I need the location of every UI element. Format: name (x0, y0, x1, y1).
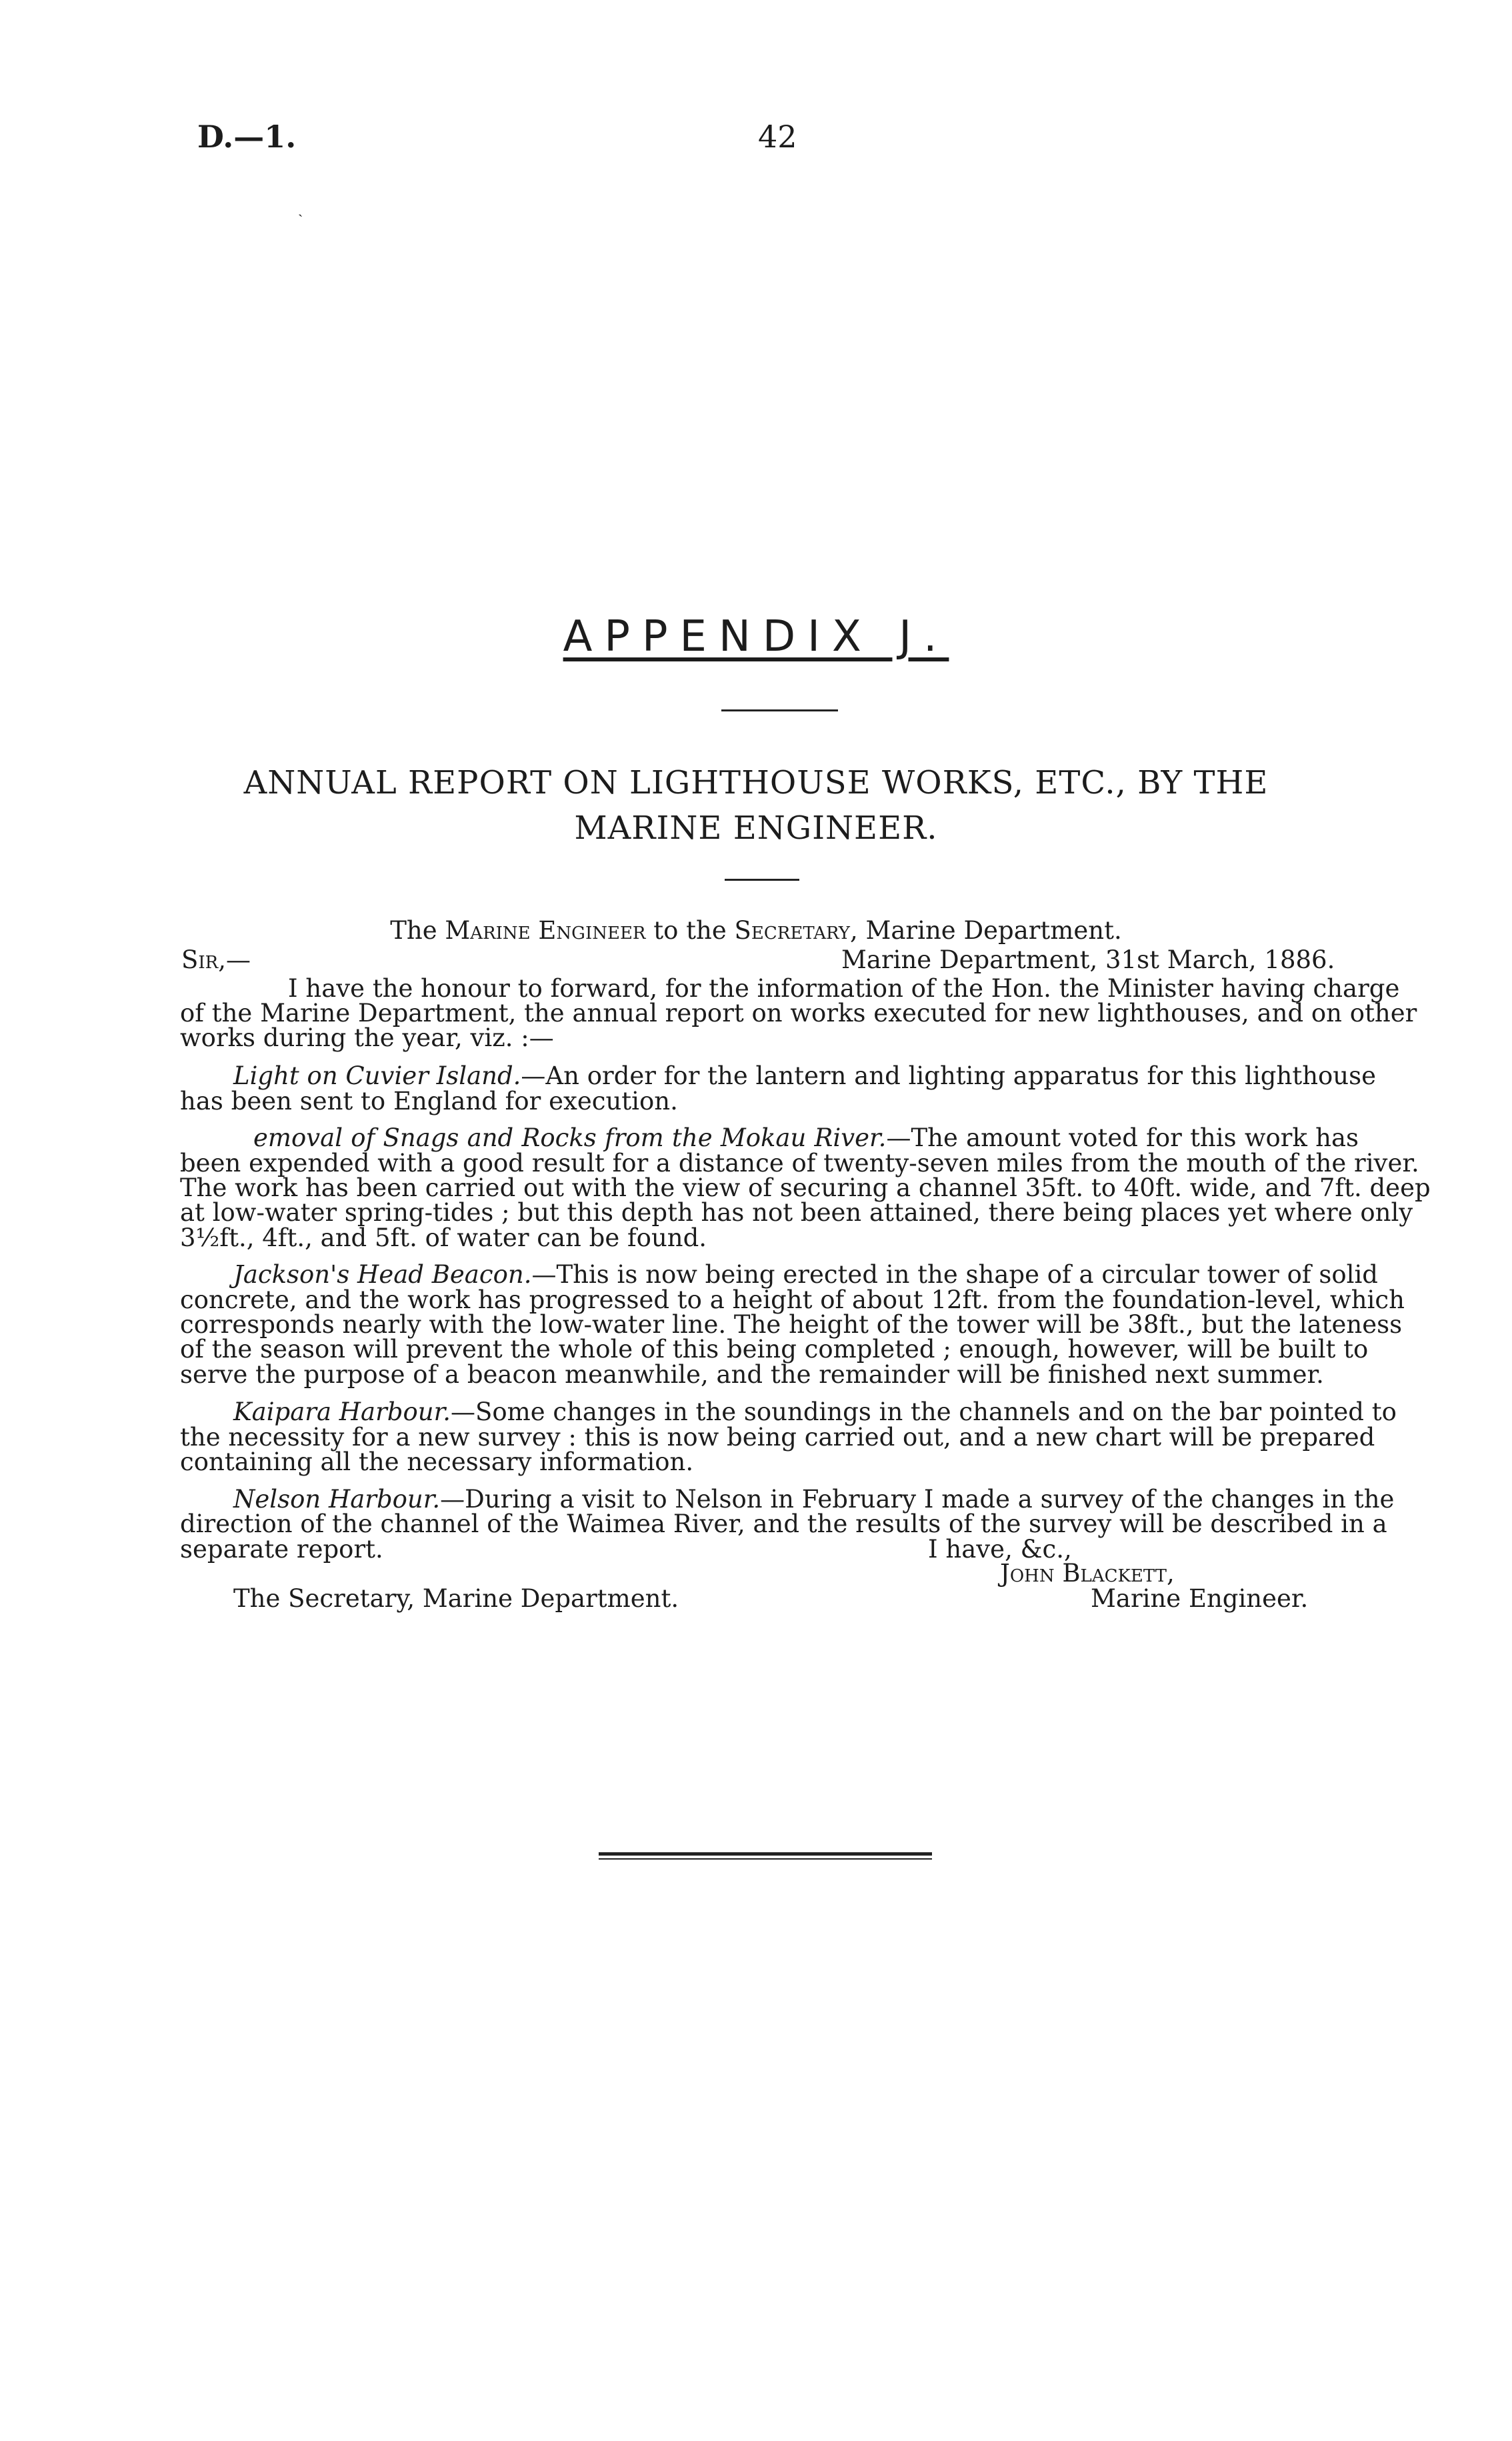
appendix-title: APPENDIX J. (563, 612, 949, 661)
section-mokau-line: been expended with a good result for a distance of twenty-seven miles from the mouth of the river. (180, 1149, 1419, 1177)
section-heading: Kaipara Harbour. (233, 1398, 451, 1426)
section-kaipara-line: the necessity for a new survey : this is now being carried out, and a new chart will be prepared (180, 1423, 1375, 1452)
closing-double-rule (599, 1852, 932, 1860)
document-reference: D.—1. (197, 119, 297, 155)
section-nelson-first-line: Nelson Harbour.—During a visit to Nelson in February I made a survey of the changes in the (233, 1485, 1395, 1514)
dateline: Marine Department, 31st March, 1886. (841, 945, 1335, 974)
intro-line-3: works during the year, viz. :— (180, 1023, 554, 1052)
section-kaipara-line: containing all the necessary information. (180, 1448, 694, 1476)
section-heading: Jackson's Head Beacon. (233, 1260, 532, 1289)
intro-line-1: I have the honour to forward, for the information of the Hon. the Minister having charge (288, 974, 1400, 1003)
letter-from-line: The Marine Engineer to the Secretary, Marine Department. (390, 916, 1122, 945)
section-mokau-line: The work has been carried out with the view of securing a channel 35ft. to 40ft. wide, and 7ft. deep (180, 1173, 1431, 1202)
section-heading: emoval of Snags and Rocks from the Mokau River. (253, 1123, 887, 1152)
section-heading: Light on Cuvier Island. (233, 1061, 521, 1090)
report-title-line-1: ANNUAL REPORT ON LIGHTHOUSE WORKS, ETC., BY THE (243, 764, 1269, 801)
section-cuvier-line: has been sent to England for execution. (180, 1087, 678, 1115)
section-mokau-first-line: emoval of Snags and Rocks from the Mokau River.—The amount voted for this work has (253, 1123, 1359, 1152)
signatory-name: John Blackett, (1000, 1559, 1175, 1588)
section-kaipara-first-line: Kaipara Harbour.—Some changes in the soundings in the channels and on the bar pointed to (233, 1398, 1397, 1426)
salutation: Sir,— (181, 945, 251, 974)
signatory-title: Marine Engineer. (1091, 1584, 1309, 1613)
recipient: Secretary (734, 916, 850, 945)
section-nelson-line: direction of the channel of the Waimea River, and the results of the survey will be described in a (180, 1510, 1387, 1538)
intro-line-2: of the Marine Department, the annual report on works executed for new lighthouses, and on other (180, 999, 1417, 1027)
section-cuvier-first-line: Light on Cuvier Island.—An order for the lantern and lighting apparatus for this lighthouse (233, 1061, 1377, 1090)
closing-text: separate report. (180, 1535, 383, 1564)
addressee: The Secretary, Marine Department. (233, 1584, 679, 1613)
section-jacksons-line: concrete, and the work has progressed to a height of about 12ft. from the foundation-level, which (180, 1286, 1405, 1314)
section-heading: Nelson Harbour. (233, 1485, 441, 1514)
divider-rule (725, 879, 799, 881)
report-title (167, 760, 1345, 851)
divider-rule (721, 709, 838, 711)
report-title-line-2: MARINE ENGINEER. (574, 809, 938, 847)
section-mokau-line: at low-water spring-tides ; but this depth has not been attained, there being places yet where only (180, 1198, 1413, 1227)
section-jacksons-line: serve the purpose of a beacon meanwhile, and the remainder will be finished next summer. (180, 1360, 1324, 1389)
sender: Marine Engineer (445, 916, 646, 945)
section-jacksons-line: corresponds nearly with the low-water line. The height of the tower will be 38ft., but the lateness (180, 1310, 1403, 1339)
page-number: 42 (758, 119, 797, 155)
valediction: I have, &c., (928, 1535, 1072, 1564)
section-jacksons-first-line: Jackson's Head Beacon.—This is now being erected in the shape of a circular tower of solid (233, 1260, 1378, 1289)
section-mokau-line: 3½ft., 4ft., and 5ft. of water can be found. (180, 1224, 707, 1252)
stray-mark: ˎ (298, 201, 303, 217)
section-jacksons-line: of the season will prevent the whole of this being completed ; enough, however, will be built to (180, 1335, 1369, 1364)
